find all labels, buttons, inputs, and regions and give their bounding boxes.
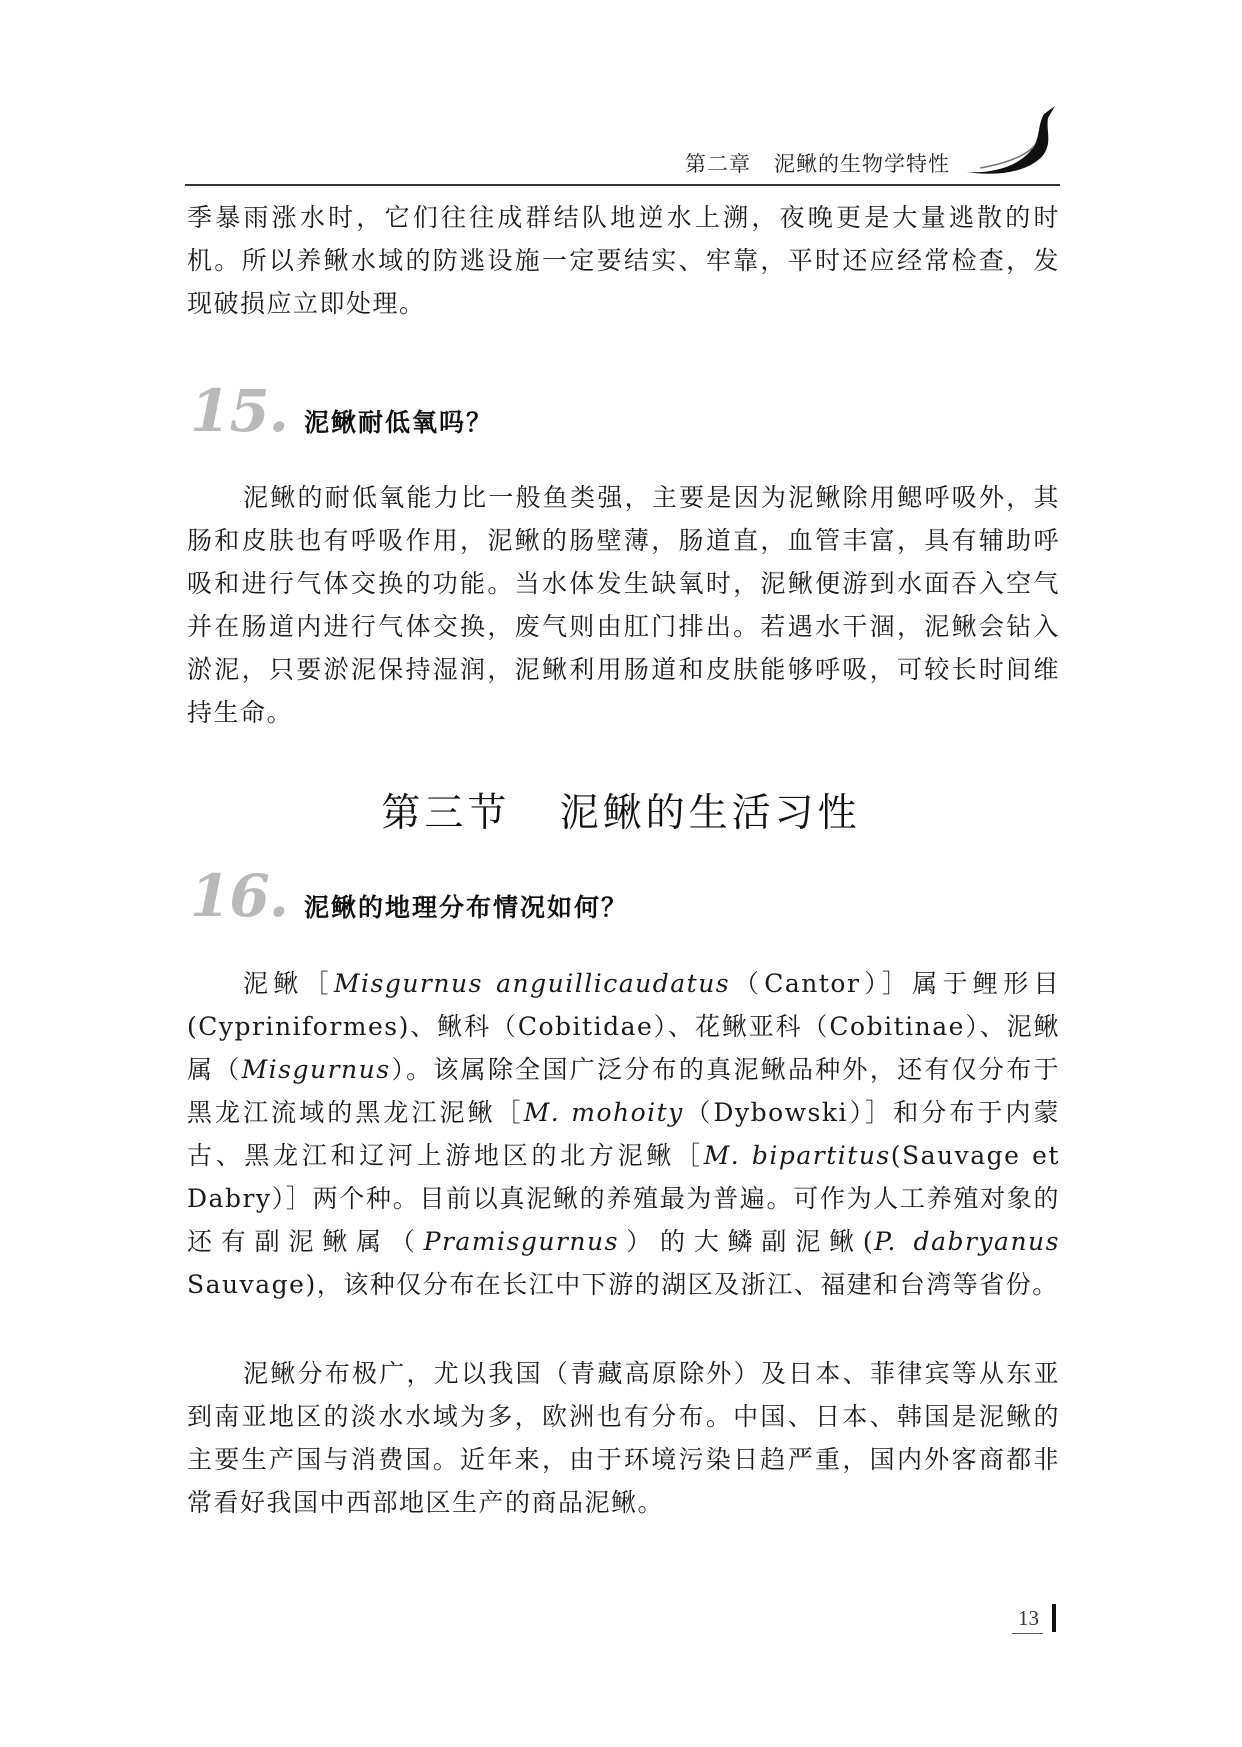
question-title: 泥鳅的地理分布情况如何？ (304, 893, 629, 922)
running-header (185, 130, 1060, 186)
intro-paragraph: 季暴雨涨水时，它们往往成群结队地逆水上溯，夜晚更是大量逃散的时机。所以养鳅水域的防逃设施一定要结实、牢靠，平时还应经常检查，发现破损应立即处理。 (187, 203, 1060, 318)
q16-paragraph-1 (187, 962, 1060, 1306)
q15-paragraph: 泥鳅的耐低氧能力比一般鱼类强，主要是因为泥鳅除用鳃呼吸外，其肠和皮肤也有呼吸作用，泥鳅的肠壁薄，肠道直，血管丰富，具有辅助呼吸和进行气体交换的功能。当水体发生缺氧时，泥鳅便游到水面吞入空气并在肠道内进行气体交换，废气则由肛门排出。若遇水干涸，泥鳅会钻入淤泥，只要淤泥保持湿润，泥鳅利用肠道和皮肤能够呼吸，可较长时间维持生命。 (187, 483, 1060, 727)
page-number-bar (1052, 1604, 1056, 1632)
text-run: 泥鳅［ (243, 969, 334, 998)
text-run: Sauvage)，该种仅分布在长江中下游的湖区及浙江、福建和台湾等省份。 (187, 1270, 1059, 1299)
text-run: （Cantor）］属于鲤形目(Cypriniformes)、鳅科（Cobitidae）、花鳅亚科（Cobitinae）、泥鳅属（ (187, 969, 1060, 1084)
header-rule (185, 184, 1060, 186)
text-run: ）的大鳞副泥鳅( (618, 1227, 875, 1256)
genus-name: Misgurnus (241, 1055, 391, 1084)
question-title: 泥鳅耐低氧吗？ (304, 408, 494, 437)
q16-paragraph-2: 泥鳅分布极广，尤以我国（青藏高原除外）及日本、菲律宾等从东亚到南亚地区的淡水水域为多，欧洲也有分布。中国、日本、韩国是泥鳅的主要生产国与消费国。近年来，由于环境污染日趋严重，国内外客商都非常看好我国中西部地区生产的商品泥鳅。 (187, 1359, 1060, 1517)
section-label: 第三节 (381, 791, 511, 836)
text-run: ）。该属除全国广泛分布的真泥鳅品种外，还有仅分布于黑龙江流域的黑龙江泥鳅［ (187, 1055, 1060, 1127)
question-number: 15. (190, 377, 288, 445)
question-15-heading (190, 377, 1050, 447)
species-name: Misgurnus anguillicaudatus (333, 969, 731, 998)
question-16-heading (190, 862, 1050, 932)
header-chapter-title: 泥鳅的生物学特性 (774, 152, 950, 176)
text-run: (Sauvage et Dabry）］两个种。目前以真泥鳅的养殖最为普遍。可作为人工养殖对象的还有副泥鳅属（ (187, 1141, 1060, 1256)
text-run: （Dybowski）］和分布于内蒙古、黑龙江和辽河上游地区的北方泥鳅［ (187, 1098, 1060, 1170)
header-text (685, 148, 950, 178)
species-name: P. dabryanus (874, 1227, 1060, 1256)
page-number: 13 (1012, 1606, 1043, 1634)
species-name: M. bipartitus (703, 1141, 891, 1170)
genus-name: Pramisgurnus (423, 1227, 619, 1256)
species-name: M. mohoity (523, 1098, 684, 1127)
section-name: 泥鳅的生活习性 (559, 791, 861, 836)
section-title (0, 782, 1242, 838)
question-number: 16. (190, 862, 288, 930)
header-chapter: 第二章 (684, 152, 751, 176)
loach-fish-icon (960, 100, 1060, 180)
